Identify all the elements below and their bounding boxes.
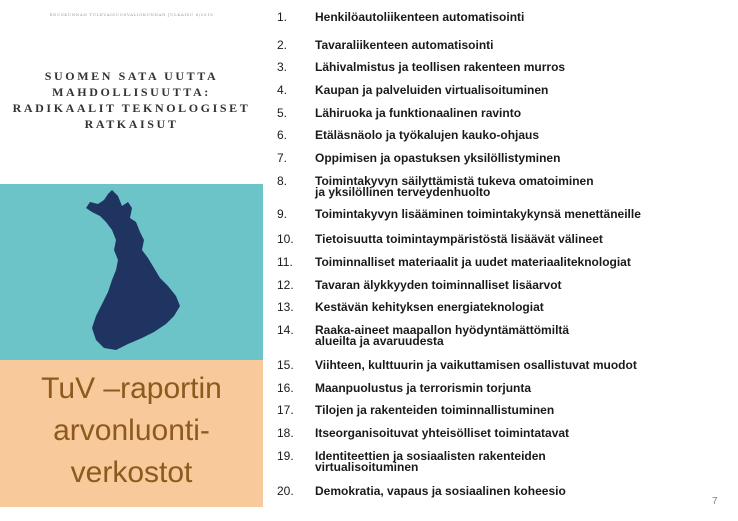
list-item-number: 16. — [277, 381, 294, 395]
list-item-number: 7. — [277, 151, 288, 165]
list-item-text: Demokratia, vapaus ja sosiaalinen koheesio — [315, 484, 566, 498]
list-item-text: Raaka-aineet maapallon hyödyntämättömiltä alueilta ja avaruudesta — [315, 323, 570, 348]
cover-title: SUOMEN SATA UUTTA MAHDOLLISUUTTA: RADIKAALIT TEKNOLOGISET RATKAISUT — [12, 69, 251, 131]
list-item-number: 17. — [277, 403, 294, 417]
list-item-number: 10. — [277, 232, 294, 246]
list-item-number: 4. — [277, 83, 288, 97]
list-item-text: Toiminnalliset materiaalit ja uudet materiaaliteknologiat — [315, 255, 631, 269]
list-item-number: 9. — [277, 207, 288, 221]
list-item-text: Maanpuolustus ja terrorismin torjunta — [315, 381, 532, 395]
list-item-number: 13. — [277, 300, 294, 314]
list-item-number: 6. — [277, 128, 288, 142]
list-item-text: Tilojen ja rakenteiden toiminnallistuminen — [315, 403, 555, 417]
list-item-number: 20. — [277, 484, 294, 498]
list-item-number: 19. — [277, 449, 294, 463]
list-item-number: 11. — [277, 255, 293, 269]
list-item-text: Viihteen, kulttuurin ja vaikuttamisen osallistuvat muodot — [315, 358, 637, 372]
report-title: TuV –raportin arvonluonti- verkostot — [41, 372, 222, 489]
list-item-number: 2. — [277, 38, 288, 52]
list-item-text: Lähivalmistus ja teollisen rakenteen murros — [315, 60, 566, 74]
list-item-text: Itseorganisoituvat yhteisölliset toimintatavat — [315, 426, 570, 440]
list-item-text: Tavaraliikenteen automatisointi — [315, 38, 494, 52]
list-item-number: 8. — [277, 174, 288, 188]
list-item-number: 5. — [277, 106, 288, 120]
list-item-number: 14. — [277, 323, 294, 337]
report-cover — [0, 0, 263, 507]
list-item-text: Toimintakyvyn säilyttämistä tukeva omatoiminen ja yksilöllinen terveydenhuolto — [315, 174, 594, 199]
list-item-text: Identiteettien ja sosiaalisten rakenteiden virtualisoituminen — [315, 449, 546, 474]
list-item-number: 18. — [277, 426, 294, 440]
list-item-text: Kaupan ja palveluiden virtualisoituminen — [315, 83, 549, 97]
list-item-number: 12. — [277, 278, 294, 292]
list-item-text: Oppimisen ja opastuksen yksilöllistyminen — [315, 151, 561, 165]
list-item-text: Kestävän kehityksen energiateknologiat — [315, 300, 544, 314]
list-item-text: Henkilöautoliikenteen automatisointi — [315, 10, 525, 24]
list-item-number: 1. — [277, 10, 288, 24]
list-item-text: Tietoisuutta toimintaympäristöstä lisäävät välineet — [315, 232, 603, 246]
cover-publisher: EDUSKUNNAN TULEVAISUUSVALIOKUNNAN JULKAISU 6/2018 — [49, 12, 214, 17]
page-number: 7 — [712, 496, 718, 507]
list-item-text: Lähiruoka ja funktionaalinen ravinto — [315, 106, 522, 120]
list-item-number: 15. — [277, 358, 294, 372]
list-item-text: Tavaran älykkyyden toiminnalliset lisäarvot — [315, 278, 562, 292]
list-item-text: Toimintakyvyn lisääminen toimintakykynsä menettäneille — [315, 207, 641, 221]
finland-map-icon — [82, 188, 186, 358]
list-item-number: 3. — [277, 60, 288, 74]
list-item-text: Etäläsnäolo ja työkalujen kauko-ohjaus — [315, 128, 540, 142]
